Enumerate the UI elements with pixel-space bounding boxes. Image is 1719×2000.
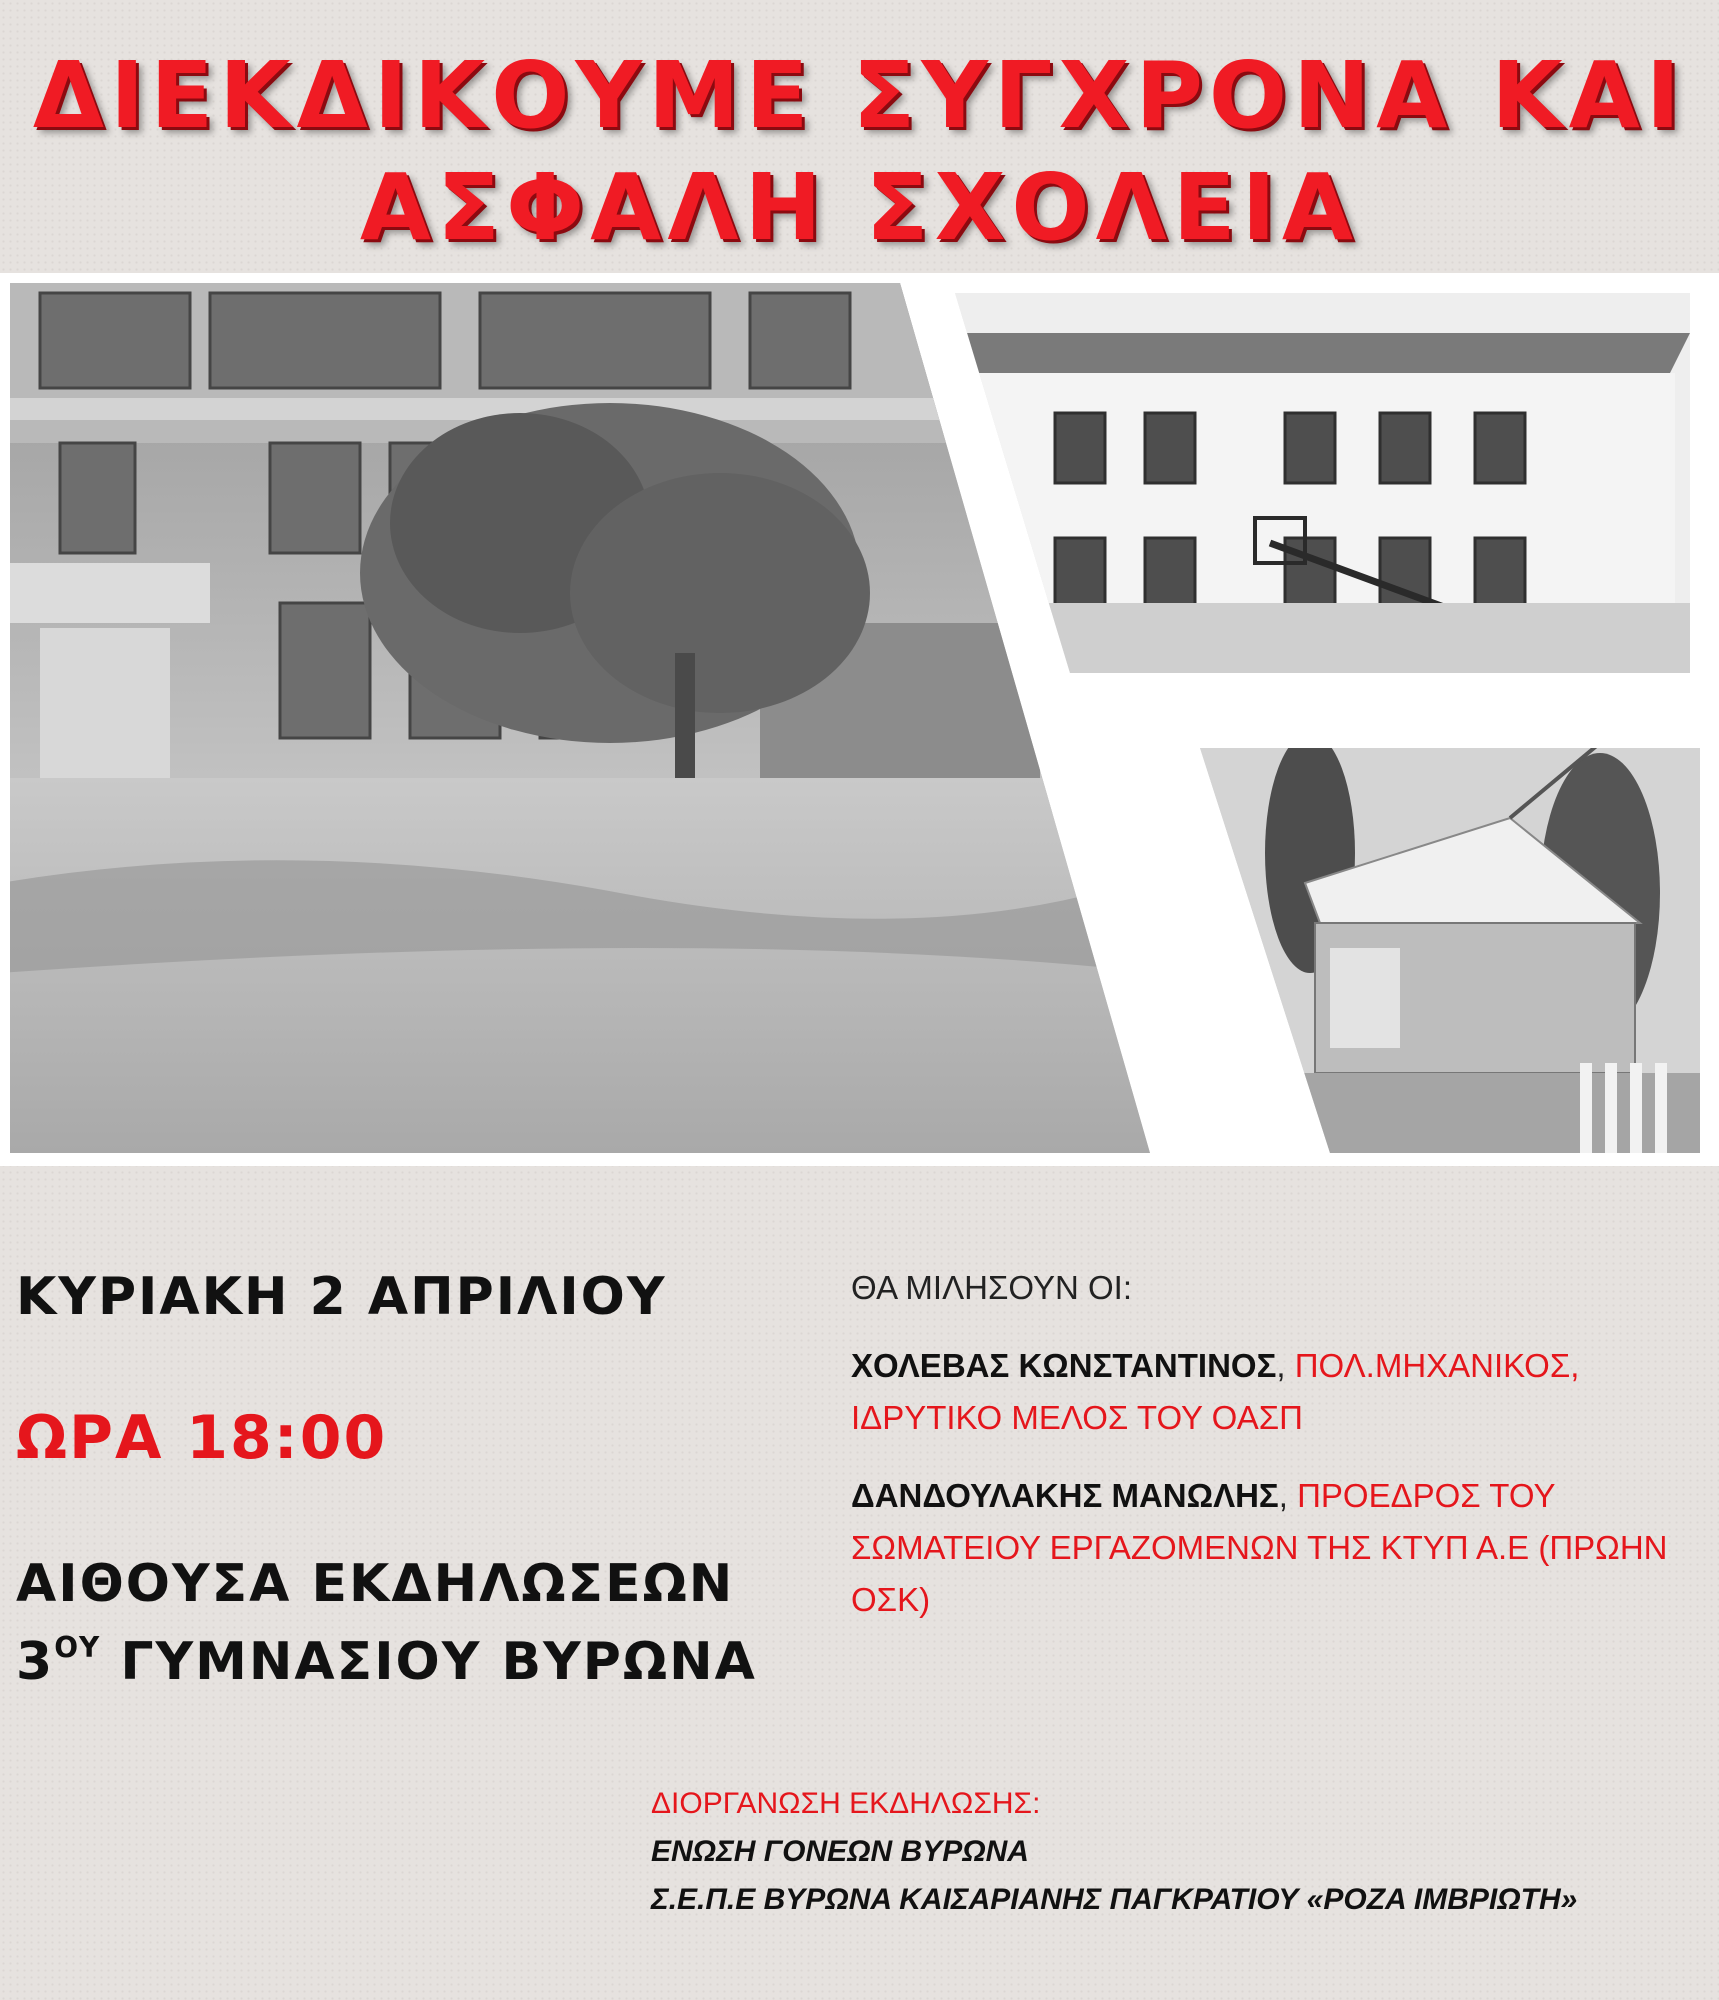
photo-school-building [0, 273, 1160, 1163]
speakers-section [851, 1262, 1681, 1652]
venue-number: 3 [16, 1632, 55, 1692]
venue-ordinal: ΟΥ [54, 1631, 101, 1664]
organizers-heading: ΔΙΟΡΓΑΝΩΣΗ ΕΚΔΗΛΩΣΗΣ: [651, 1787, 1041, 1820]
speaker-separator: , [1276, 1347, 1295, 1384]
speaker-name: ΧΟΛΕΒΑΣ ΚΩΝΣΤΑΝΤΙΝΟΣ [851, 1347, 1277, 1384]
title-line-1: ΔΙΕΚΔΙΚΟΥΜΕ ΣΥΓΧΡΟΝΑ ΚΑΙ [32, 42, 1687, 149]
speaker-1 [851, 1340, 1681, 1444]
organizer-2: Σ.Ε.Π.Ε ΒΥΡΩΝΑ ΚΑΙΣΑΡΙΑΝΗΣ ΠΑΓΚΡΑΤΙΟΥ «ΡΟΖΑ ΙΜΒΡΙΩΤΗ» [651, 1883, 1578, 1916]
speaker-name: ΔΑΝΔΟΥΛΑΚΗΣ ΜΑΝΩΛΗΣ [851, 1477, 1279, 1514]
event-details [16, 1262, 816, 1694]
speaker-separator: , [1278, 1477, 1298, 1514]
speakers-heading: ΘΑ ΜΙΛΗΣΟΥΝ ΟΙ: [851, 1269, 1132, 1306]
event-date: ΚΥΡΙΑΚΗ 2 ΑΠΡΙΛΙΟΥ [16, 1267, 667, 1327]
venue-school: ΓΥΜΝΑΣΙΟΥ ΒΥΡΩΝΑ [120, 1632, 757, 1692]
speaker-role: ΠΡΟΕΔΡΟΣ ΤΟΥ ΣΩΜΑΤΕΙΟΥ ΕΡΓΑΖΟΜΕΝΩΝ ΤΗΣ ΚΤΥΠ Α.Ε (ΠΡΩΗΝ ΟΣΚ) [851, 1477, 1668, 1618]
organizers-section [651, 1780, 1701, 1924]
photo-white-school [940, 283, 1710, 683]
poster-title [0, 40, 1719, 264]
speaker-2 [851, 1470, 1681, 1626]
event-time: ΩΡΑ 18:00 [16, 1403, 388, 1473]
venue-line-2 [16, 1616, 816, 1694]
organizer-1: ΕΝΩΣΗ ΓΟΝΕΩΝ ΒΥΡΩΝΑ [651, 1835, 1029, 1868]
school-photo-collage [0, 273, 1719, 1166]
title-line-2: ΑΣΦΑΛΗ ΣΧΟΛΕΙΑ [359, 154, 1360, 261]
photo-container-classroom [1190, 733, 1710, 1166]
venue-line-1: ΑΙΘΟΥΣΑ ΕΚΔΗΛΩΣΕΩΝ [16, 1554, 735, 1614]
event-venue [16, 1552, 816, 1694]
speaker-role: ΠΟΛ.ΜΗΧΑΝΙΚΟΣ, ΙΔΡΥΤΙΚΟ ΜΕΛΟΣ ΤΟΥ ΟΑΣΠ [851, 1347, 1580, 1436]
